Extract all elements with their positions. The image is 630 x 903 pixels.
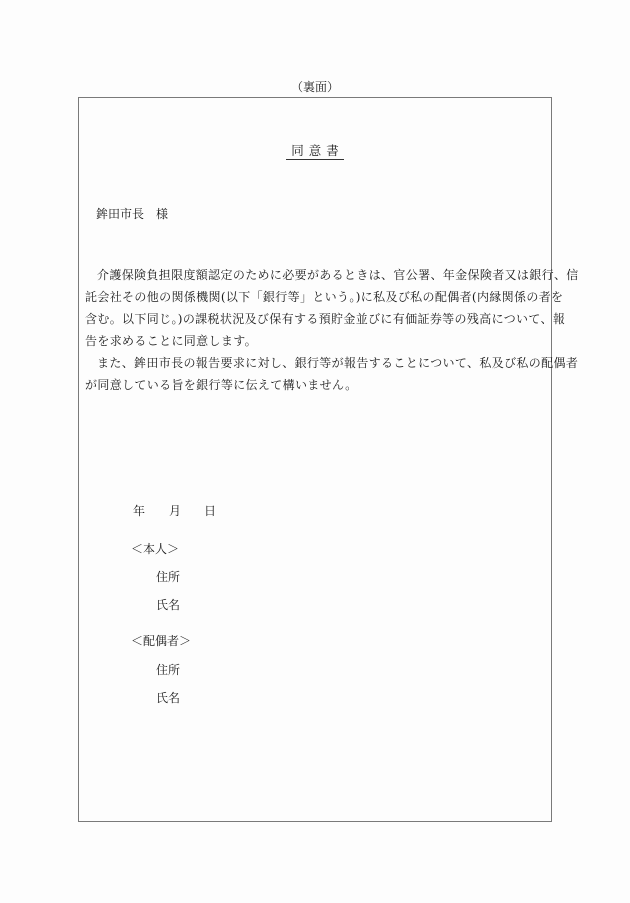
spouse-address-label: 住所: [156, 663, 181, 677]
body-line: 介護保険負担限度額認定のために必要があるときは、官公署、年金保険者又は銀行、信: [97, 268, 579, 282]
addressee: 鉾田市長 様: [96, 207, 169, 221]
body-line: また、鉾田市長の報告要求に対し、銀行等が報告することについて、私及び私の配偶者: [97, 356, 579, 370]
month-label: 月: [169, 504, 182, 518]
body-line: 含む。以下同じ。)の課税状況及び保有する預貯金並びに有価証券等の残高について、報: [85, 312, 566, 326]
principal-name-label: 氏名: [156, 598, 181, 612]
consent-body: [85, 264, 579, 396]
day-label: 日: [204, 504, 217, 518]
body-line: が同意している旨を銀行等に伝えて構いません。: [85, 378, 358, 392]
spouse-heading: ＜配偶者＞: [131, 634, 192, 648]
principal-heading: ＜本人＞: [131, 542, 180, 556]
year-label: 年: [133, 504, 146, 518]
document-title: [79, 144, 551, 158]
body-line: 託会社その他の関係機関(以下「銀行等」という。)に私及び私の配偶者(内縁関係の者を: [85, 290, 564, 304]
document-title-text: 同意書: [286, 143, 344, 160]
principal-address-label: 住所: [156, 570, 181, 584]
consent-form-frame: [78, 97, 579, 822]
body-line: 告を求めることに同意します。: [85, 334, 257, 348]
spouse-name-label: 氏名: [156, 691, 181, 705]
page-side-label: （裏面）: [290, 80, 339, 94]
